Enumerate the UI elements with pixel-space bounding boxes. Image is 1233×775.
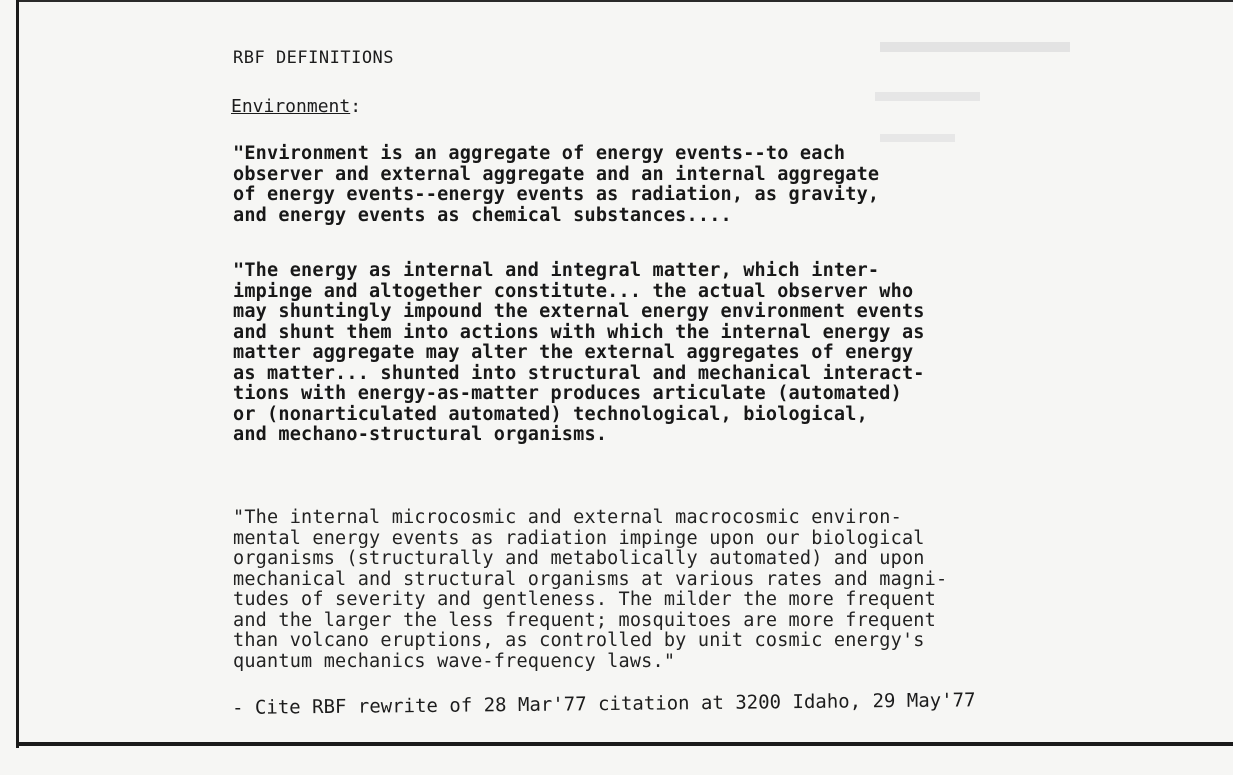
bleed-through-mark (880, 134, 955, 142)
page-border-top (16, 0, 1233, 2)
page-border-bottom (16, 742, 1233, 746)
definition-paragraph-3: "The internal microcosmic and external macrocosmic environ- mental energy events as radiation impinge upon our biological organisms (structurally and metabolically automated) and upon mechanical and structural organisms at various rates and magni- tudes of severity and gentleness. The milder the more frequent and the larger the less frequent; mosquitoes are more frequent than volcano eruptions, as controlled by unit cosmic energy's quantum mechanics wave-frequency laws." (233, 507, 948, 672)
section-heading-text: Environment (231, 96, 351, 117)
section-heading-colon: : (350, 96, 362, 117)
definition-paragraph-2: "The energy as internal and integral matter, which inter- impinge and altogether constitute... the actual observer who may shuntingly impound the external energy environment events and shunt them into actions with which the internal energy as matter aggregate may alter the external aggregates of energy as matter... shunted into structural and mechanical interact- tions with energy-as-matter produces articulate (automated) or (nonarticulated automated) technological, biological, and mechano-structural organisms. (233, 260, 925, 445)
bleed-through-mark (875, 92, 980, 101)
page-border-left (16, 0, 19, 748)
bleed-through-mark (880, 42, 1070, 52)
definition-paragraph-1: "Environment is an aggregate of energy events--to each observer and external aggregate and an internal aggregate of energy events--energy events as radiation, as gravity, and energy events as chemical substances.... (233, 143, 880, 226)
citation-line: - Cite RBF rewrite of 28 Mar'77 citation at 3200 Idaho, 29 May'77 (231, 689, 976, 719)
document-title: RBF DEFINITIONS (233, 48, 395, 68)
section-heading (231, 96, 361, 117)
